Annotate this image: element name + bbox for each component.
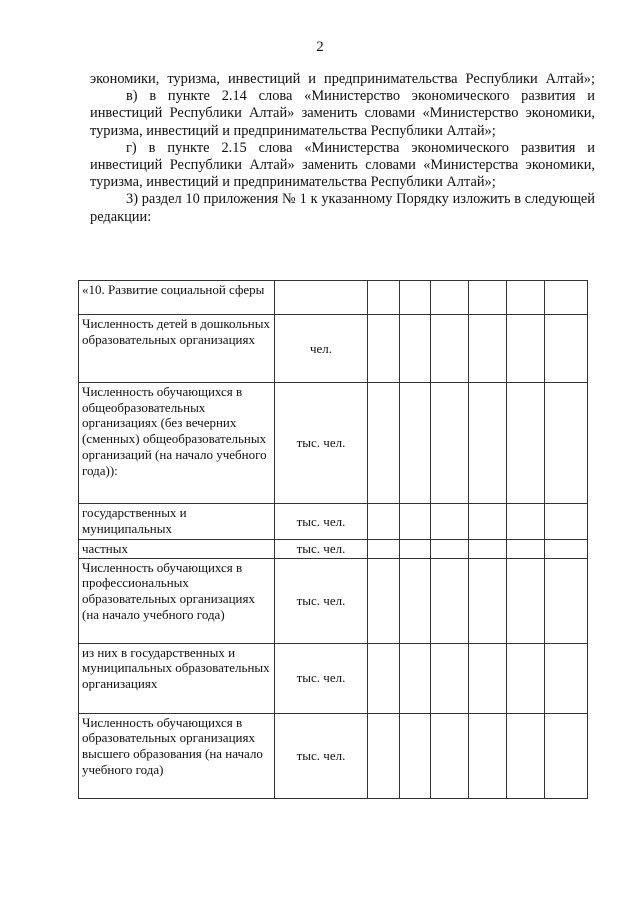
value-cell [431, 281, 469, 315]
value-cell [431, 713, 469, 798]
indicators-table [78, 280, 588, 799]
row-label: Численность обучающихся в общеобразовательных организациях (без вечерних (сменных) общеобразовательных организаций (на начало учебного года)): [79, 383, 275, 504]
value-cell [545, 558, 588, 643]
row-unit: тыс. чел. [275, 540, 368, 559]
table-row [79, 504, 588, 540]
table-row [79, 558, 588, 643]
value-cell [368, 540, 400, 559]
row-label: Численность обучающихся в профессиональных образовательных организациях (на начало учебного года) [79, 558, 275, 643]
value-cell [545, 315, 588, 383]
value-cell [400, 558, 431, 643]
value-cell [400, 540, 431, 559]
value-cell [400, 504, 431, 540]
value-cell [431, 383, 469, 504]
value-cell [431, 558, 469, 643]
value-cell [368, 383, 400, 504]
row-unit: тыс. чел. [275, 383, 368, 504]
value-cell [507, 558, 545, 643]
row-unit: тыс. чел. [275, 558, 368, 643]
row-unit: тыс. чел. [275, 504, 368, 540]
paragraph-4-item-3: 3) раздел 10 приложения № 1 к указанному Порядку изложить в следующей редакции: [90, 191, 595, 225]
row-label: частных [79, 540, 275, 559]
value-cell [469, 315, 507, 383]
row-unit: чел. [275, 315, 368, 383]
value-cell [507, 540, 545, 559]
value-cell [400, 643, 431, 713]
value-cell [469, 383, 507, 504]
row-label: Численность детей в дошкольных образовательных организациях [79, 315, 275, 383]
value-cell [368, 281, 400, 315]
row-unit: тыс. чел. [275, 643, 368, 713]
value-cell [400, 315, 431, 383]
value-cell [507, 504, 545, 540]
row-label: Численность обучающихся в образовательных организациях высшего образования (на начало учебного года) [79, 713, 275, 798]
value-cell [431, 315, 469, 383]
value-cell [469, 558, 507, 643]
value-cell [545, 643, 588, 713]
value-cell [368, 504, 400, 540]
value-cell [431, 643, 469, 713]
value-cell [507, 643, 545, 713]
value-cell [400, 713, 431, 798]
document-body [90, 71, 595, 226]
value-cell [368, 713, 400, 798]
value-cell [469, 504, 507, 540]
table-row [79, 315, 588, 383]
row-unit: тыс. чел. [275, 713, 368, 798]
row-label: «10. Развитие социальной сферы [79, 281, 275, 315]
value-cell [545, 540, 588, 559]
value-cell [368, 643, 400, 713]
value-cell [545, 504, 588, 540]
row-label: из них в государственных и муниципальных образовательных организациях [79, 643, 275, 713]
value-cell [507, 383, 545, 504]
value-cell [431, 504, 469, 540]
table-row [79, 713, 588, 798]
value-cell [469, 540, 507, 559]
value-cell [507, 713, 545, 798]
paragraph-2-item-v: в) в пункте 2.14 слова «Министерство экономического развития и инвестиций Республики Алтай» заменить словами «Министерство экономики, туризма, инвестиций и предпринимательства Республики Алтай»; [90, 88, 595, 139]
paragraph-1: экономики, туризма, инвестиций и предпринимательства Республики Алтай»; [90, 71, 595, 87]
row-unit [275, 281, 368, 315]
table-row [79, 540, 588, 559]
value-cell [400, 383, 431, 504]
table-row [79, 383, 588, 504]
row-label: государственных и муниципальных [79, 504, 275, 540]
value-cell [469, 713, 507, 798]
value-cell [400, 281, 431, 315]
value-cell [469, 281, 507, 315]
page-number: 2 [316, 39, 324, 55]
value-cell [507, 281, 545, 315]
value-cell [507, 315, 545, 383]
value-cell [545, 713, 588, 798]
value-cell [469, 643, 507, 713]
value-cell [368, 315, 400, 383]
value-cell [431, 540, 469, 559]
table-row [79, 643, 588, 713]
table-row [79, 281, 588, 315]
paragraph-3-item-g: г) в пункте 2.15 слова «Министерства экономического развития и инвестиций Республики Алтай» заменить словами «Министерства экономики, туризма, инвестиций и предпринимательства Республики Алтай»; [90, 139, 595, 191]
value-cell [545, 281, 588, 315]
value-cell [368, 558, 400, 643]
value-cell [545, 383, 588, 504]
